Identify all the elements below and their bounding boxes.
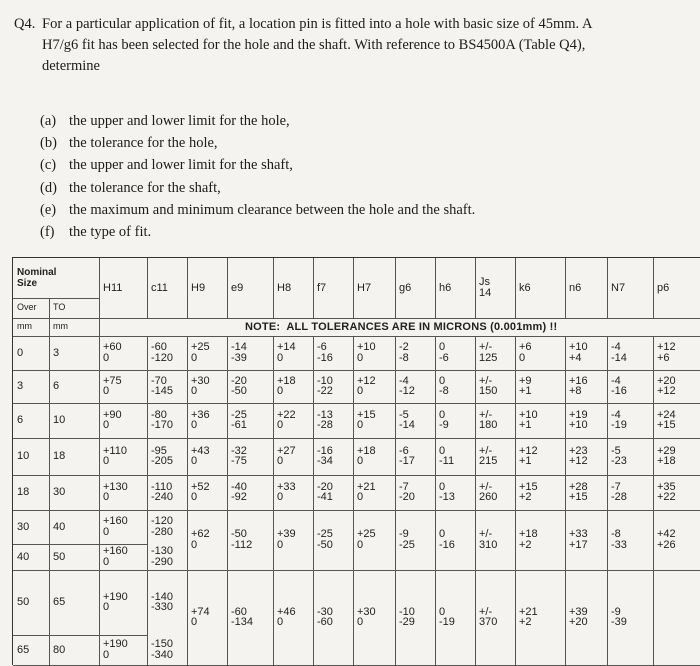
table-gridline	[99, 258, 100, 665]
size-to: 80	[53, 643, 66, 656]
tolerance-cell: -120 -280	[151, 515, 174, 538]
column-header: k6	[519, 281, 531, 294]
size-to: 50	[53, 550, 66, 563]
column-header: g6	[399, 281, 412, 294]
tolerance-cell: +22 0	[277, 408, 296, 431]
tolerance-cell: -32 -75	[231, 444, 247, 467]
table-gridline	[13, 298, 99, 299]
tolerance-cell: -14 -39	[231, 341, 247, 364]
column-header: N7	[611, 281, 626, 294]
tolerance-cell: -20 -41	[317, 480, 333, 503]
size-to: 3	[53, 346, 60, 359]
tolerance-cell: -25 -50	[317, 528, 333, 551]
column-header: f7	[317, 281, 327, 294]
tolerance-cell: +25 0	[191, 341, 210, 364]
tolerance-cell: -150 -340	[151, 638, 174, 661]
tolerance-cell: +190 0	[103, 638, 128, 661]
part-label: (b)	[40, 134, 57, 151]
column-header: p6	[657, 281, 670, 294]
question-number: Q4.	[14, 16, 36, 32]
tolerance-cell: +18 +2	[519, 528, 538, 551]
table-gridline	[475, 336, 476, 665]
units-note: NOTE: ALL TOLERANCES ARE IN MICRONS (0.001mm) !!	[245, 320, 558, 333]
tolerance-cell: -50 -112	[231, 528, 253, 551]
question-part	[40, 132, 475, 154]
table-gridline	[565, 336, 566, 665]
tolerance-cell: +/- 150	[479, 374, 498, 397]
tolerance-cell: +/- 370	[479, 605, 498, 628]
tolerance-cell: +28 +15	[569, 480, 588, 503]
tolerance-cell: +10 0	[357, 341, 376, 364]
table-gridline	[13, 475, 700, 476]
tolerance-cell: +36 0	[191, 408, 210, 431]
tolerance-cell: -4 -12	[399, 374, 415, 397]
table-gridline	[147, 336, 148, 665]
tolerance-cell: -60 -120	[151, 341, 174, 364]
question-parts	[40, 110, 475, 244]
part-text: the tolerance for the hole,	[69, 134, 218, 151]
size-over: 50	[17, 596, 30, 608]
part-label: (e)	[40, 201, 57, 218]
table-gridline	[653, 258, 654, 318]
size-over: 3	[17, 380, 24, 392]
tolerance-cell: -6 -17	[399, 444, 415, 467]
question	[14, 14, 686, 77]
tolerance-cell: +39 +20	[569, 605, 588, 628]
part-text: the maximum and minimum clearance between the hole and the shaft.	[69, 201, 476, 218]
column-header: c11	[151, 281, 168, 294]
tolerance-cell: 0 -8	[439, 374, 449, 397]
tolerance-cell: +10 +4	[569, 341, 588, 364]
tolerance-cell: +39 0	[277, 528, 296, 551]
tolerance-cell: +16 +8	[569, 374, 588, 397]
tolerance-cell: +12 +1	[519, 444, 538, 467]
tolerance-cell: 0 -19	[439, 605, 455, 628]
column-header: H9	[191, 281, 206, 294]
tolerance-cell: +46 0	[277, 605, 296, 628]
tolerance-cell: +12 +6	[657, 341, 676, 364]
size-over: 0	[17, 346, 24, 359]
size-to: 30	[53, 486, 66, 498]
part-text: the upper and lower limit for the shaft,	[69, 157, 293, 174]
table-gridline	[475, 258, 476, 318]
table-gridline	[607, 336, 608, 665]
tolerance-cell: +74 0	[191, 605, 210, 628]
tolerance-cell: +18 0	[357, 444, 376, 467]
tolerance-cell: +33 0	[277, 480, 296, 503]
tolerance-cell: -110 -240	[151, 480, 174, 503]
size-to: 6	[53, 380, 60, 392]
size-over: 10	[17, 450, 30, 462]
table-gridline	[435, 258, 436, 318]
tolerance-table	[12, 257, 700, 665]
unit-label: mm	[17, 320, 32, 331]
tolerance-cell: 0 -16	[439, 528, 455, 551]
table-gridline	[13, 403, 700, 404]
size-over: 40	[17, 550, 30, 563]
column-header: H7	[357, 281, 372, 294]
table-gridline	[99, 318, 700, 319]
nominal-size-header: Nominal Size	[17, 267, 57, 289]
table-gridline	[227, 336, 228, 665]
table-gridline	[147, 258, 148, 318]
column-header: H11	[103, 281, 123, 294]
tolerance-cell: +24 +15	[657, 408, 676, 431]
size-to: 18	[53, 450, 66, 462]
table-gridline	[515, 258, 516, 318]
column-header: Js 14	[479, 276, 492, 299]
tolerance-cell: -60 -134	[231, 605, 254, 628]
tolerance-cell: +15 +2	[519, 480, 538, 503]
column-header: e9	[231, 281, 244, 294]
tolerance-cell: -10 -29	[399, 605, 415, 628]
size-to: 65	[53, 596, 66, 608]
to-header: TO	[53, 301, 66, 312]
table-gridline	[273, 336, 274, 665]
tolerance-cell: +9 +1	[519, 374, 532, 397]
tolerance-cell: +35 +22	[657, 480, 676, 503]
tolerance-cell: -5 -14	[399, 408, 415, 431]
table-gridline	[353, 336, 354, 665]
tolerance-cell: +43 0	[191, 444, 210, 467]
tolerance-cell: 0 -13	[439, 480, 455, 503]
tolerance-cell: +20 +12	[657, 374, 676, 397]
tolerance-cell: -80 -170	[151, 408, 174, 431]
tolerance-cell: +130 0	[103, 480, 128, 503]
tolerance-cell: -7 -28	[611, 480, 627, 503]
tolerance-cell: +33 +17	[569, 528, 588, 551]
tolerance-cell: -30 -60	[317, 605, 333, 628]
tolerance-cell: -2 -8	[399, 341, 409, 364]
tolerance-cell: -25 -61	[231, 408, 247, 431]
question-part	[40, 155, 475, 177]
table-gridline	[395, 336, 396, 665]
tolerance-cell: -5 -23	[611, 444, 627, 467]
size-to: 40	[53, 520, 66, 533]
column-header: n6	[569, 281, 582, 294]
tolerance-cell: +90 0	[103, 408, 122, 431]
table-gridline	[313, 336, 314, 665]
table-gridline	[565, 258, 566, 318]
tolerance-cell: +19 +10	[569, 408, 588, 431]
table-gridline	[227, 258, 228, 318]
table-gridline	[13, 336, 700, 337]
column-header: h6	[439, 281, 452, 294]
table-gridline	[187, 336, 188, 665]
tolerance-cell: +/- 215	[479, 444, 498, 467]
tolerance-cell: +42 +26	[657, 528, 676, 551]
tolerance-cell: -4 -19	[611, 408, 627, 431]
tolerance-cell: -9 -25	[399, 528, 415, 551]
tolerance-cell: +27 0	[277, 444, 296, 467]
tolerance-cell: +15 0	[357, 408, 376, 431]
table-gridline	[13, 510, 700, 511]
table-gridline	[13, 370, 700, 371]
tolerance-cell: -8 -33	[611, 528, 627, 551]
tolerance-cell: +6 0	[519, 341, 532, 364]
tolerance-cell: -20 -50	[231, 374, 247, 397]
tolerance-cell: +25 0	[357, 528, 376, 551]
tolerance-cell: +/- 180	[479, 408, 498, 431]
tolerance-cell: +75 0	[103, 374, 122, 397]
tolerance-cell: +160 0	[103, 545, 128, 568]
size-to: 10	[53, 414, 66, 426]
table-gridline	[273, 258, 274, 318]
tolerance-cell: -4 -14	[611, 341, 627, 364]
size-over: 65	[17, 643, 30, 656]
part-label: (d)	[40, 179, 57, 196]
tolerance-cell: 0 -6	[439, 341, 449, 364]
table-gridline	[515, 336, 516, 665]
tolerance-cell: +/- 260	[479, 480, 498, 503]
part-text: the type of fit.	[69, 224, 152, 241]
unit-label: mm	[53, 320, 68, 331]
table-gridline	[607, 258, 608, 318]
table-gridline	[395, 258, 396, 318]
tolerance-cell: +60 0	[103, 341, 122, 364]
tolerance-cell: -70 -145	[151, 374, 174, 397]
table-gridline	[49, 298, 50, 665]
table-gridline	[13, 635, 147, 636]
size-over: 30	[17, 520, 30, 533]
table-gridline	[435, 336, 436, 665]
size-over: 18	[17, 486, 30, 498]
tolerance-cell: +52 0	[191, 480, 210, 503]
part-label: (c)	[40, 157, 57, 174]
table-gridline	[13, 318, 99, 319]
tolerance-cell: +23 +12	[569, 444, 588, 467]
tolerance-cell: +29 +18	[657, 444, 676, 467]
tolerance-cell: +/- 310	[479, 528, 498, 551]
table-gridline	[187, 258, 188, 318]
table-gridline	[13, 570, 700, 571]
tolerance-cell: +30 0	[191, 374, 210, 397]
tolerance-cell: -95 -205	[151, 444, 174, 467]
tolerance-cell: -6 -16	[317, 341, 333, 364]
question-part	[40, 199, 475, 221]
tolerance-cell: +21 +2	[519, 605, 538, 628]
part-label: (a)	[40, 112, 57, 129]
question-part	[40, 177, 475, 199]
tolerance-cell: +110 0	[103, 444, 127, 467]
tolerance-cell: +30 0	[357, 605, 376, 628]
tolerance-cell: +18 0	[277, 374, 296, 397]
question-part	[40, 110, 475, 132]
table-gridline	[353, 258, 354, 318]
part-text: the tolerance for the shaft,	[69, 179, 221, 196]
tolerance-cell: +10 +1	[519, 408, 538, 431]
tolerance-cell: +160 0	[103, 515, 128, 538]
tolerance-cell: +/- 125	[479, 341, 498, 364]
question-line: For a particular application of fit, a location pin is fitted into a hole with basic size of 45mm. A	[42, 16, 593, 32]
tolerance-cell: +12 0	[357, 374, 376, 397]
table-gridline	[653, 336, 654, 665]
tolerance-cell: +14 0	[277, 341, 296, 364]
question-line: determine	[42, 58, 100, 74]
tolerance-cell: +190 0	[103, 590, 128, 613]
size-over: 6	[17, 414, 24, 426]
tolerance-cell: 0 -9	[439, 408, 449, 431]
table-gridline	[313, 258, 314, 318]
tolerance-cell: -7 -20	[399, 480, 415, 503]
part-label: (f)	[40, 224, 55, 241]
tolerance-cell: -130 -290	[151, 545, 174, 568]
tolerance-cell: -4 -16	[611, 374, 627, 397]
column-header: H8	[277, 281, 292, 294]
tolerance-cell: -9 -39	[611, 605, 627, 628]
tolerance-cell: -16 -34	[317, 444, 333, 467]
question-line: H7/g6 fit has been selected for the hole and the shaft. With reference to BS4500A (Table Q4),	[42, 37, 586, 53]
tolerance-cell: +62 0	[191, 528, 210, 551]
over-header: Over	[17, 301, 37, 312]
tolerance-cell: -140 -330	[151, 590, 174, 613]
tolerance-cell: +21 0	[357, 480, 376, 503]
tolerance-cell: -40 -92	[231, 480, 247, 503]
tolerance-cell: -10 -22	[317, 374, 333, 397]
question-part	[40, 221, 475, 243]
tolerance-cell: -13 -28	[317, 408, 333, 431]
part-text: the upper and lower limit for the hole,	[69, 112, 290, 129]
tolerance-cell: 0 -11	[439, 444, 455, 467]
table-gridline	[13, 438, 700, 439]
